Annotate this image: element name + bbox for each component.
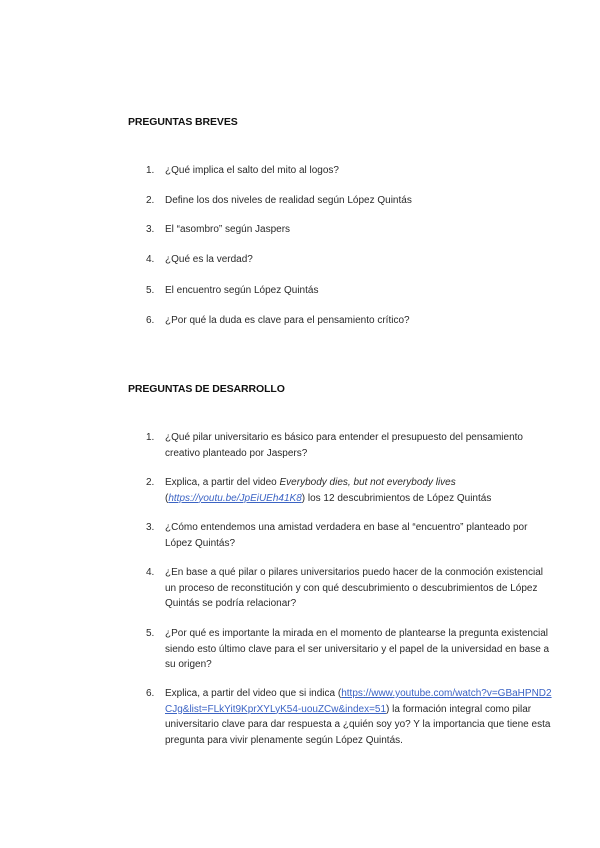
item-number: 5. [146,628,155,639]
item-text [165,686,556,748]
item-text-post: ) la formación integral como pilar universitario clave para dar respuesta a ¿quién soy yo? Y la importancia que tiene esta pregunta para vivir plenamente según López Quintás. [165,703,551,746]
item-text-open: ( [165,492,169,504]
item-number: 2. [146,477,155,488]
item-number: 6. [146,315,155,326]
item-text: ¿Qué implica el salto del mito al logos? [165,165,339,176]
item-text-pre: Explica, a partir del video [165,477,280,488]
item-text: Define los dos niveles de realidad según López Quintás [165,195,412,206]
item-text: ¿Por qué la duda es clave para el pensamiento crítico? [165,315,410,326]
item-number: 6. [146,688,155,699]
item-number: 4. [146,567,155,578]
item-number: 1. [146,165,155,176]
item-text: ¿En base a qué pilar o pilares universitarios puedo hacer de la conmoción existencial un proceso de reconstitución y con qué descubrimiento o descubrimientos de López Quintás se podría relacionar? [165,567,543,609]
item-text: El encuentro según López Quintás [165,285,319,296]
item-text: ¿Por qué es importante la mirada en el momento de plantearse la pregunta existencial siendo esto último clave para el ser universitario y el papel de la universidad en base a su origen? [165,628,550,670]
list-item [146,193,556,209]
list-item [146,283,556,299]
list-item [146,430,556,461]
item-number: 3. [146,522,155,533]
video-link[interactable]: https://youtu.be/JpEiUEh41K8 [168,492,302,504]
list-item [146,520,556,551]
item-text: El “asombro” según Jaspers [165,224,291,235]
item-number: 4. [146,254,155,265]
item-number: 2. [146,195,155,206]
item-text-post: ) los 12 descubrimientos de López Quintás [301,492,492,504]
item-number: 5. [146,285,155,296]
list-item [146,686,556,748]
list-item [146,475,556,506]
list-item [146,252,556,268]
list-item [146,565,556,612]
video-link[interactable]: https://www.youtube.com/watch?v=GBaHPND2CJg&list=FLkYit9KprXYLyK54-uouZCw&index=51 [165,688,552,715]
section-heading-short-questions: PREGUNTAS BREVES [128,116,238,128]
item-number: 1. [146,432,155,443]
item-text: ¿Qué es la verdad? [165,254,253,265]
item-text: ¿Cómo entendemos una amistad verdadera en base al “encuentro” planteado por López Quintás? [165,522,528,549]
item-text: ¿Qué pilar universitario es básico para entender el presupuesto del pensamiento creativo planteado por Jaspers? [165,432,523,459]
video-title: Everybody dies, but not everybody lives [279,477,456,488]
item-text-pre: Explica, a partir del video que si indica ( [165,688,342,699]
section-heading-development-questions: PREGUNTAS DE DESARROLLO [128,383,285,395]
list-item [146,163,556,179]
list-item [146,626,556,673]
item-number: 3. [146,224,155,235]
item-text [165,475,556,506]
list-item [146,222,556,238]
list-item [146,313,556,329]
